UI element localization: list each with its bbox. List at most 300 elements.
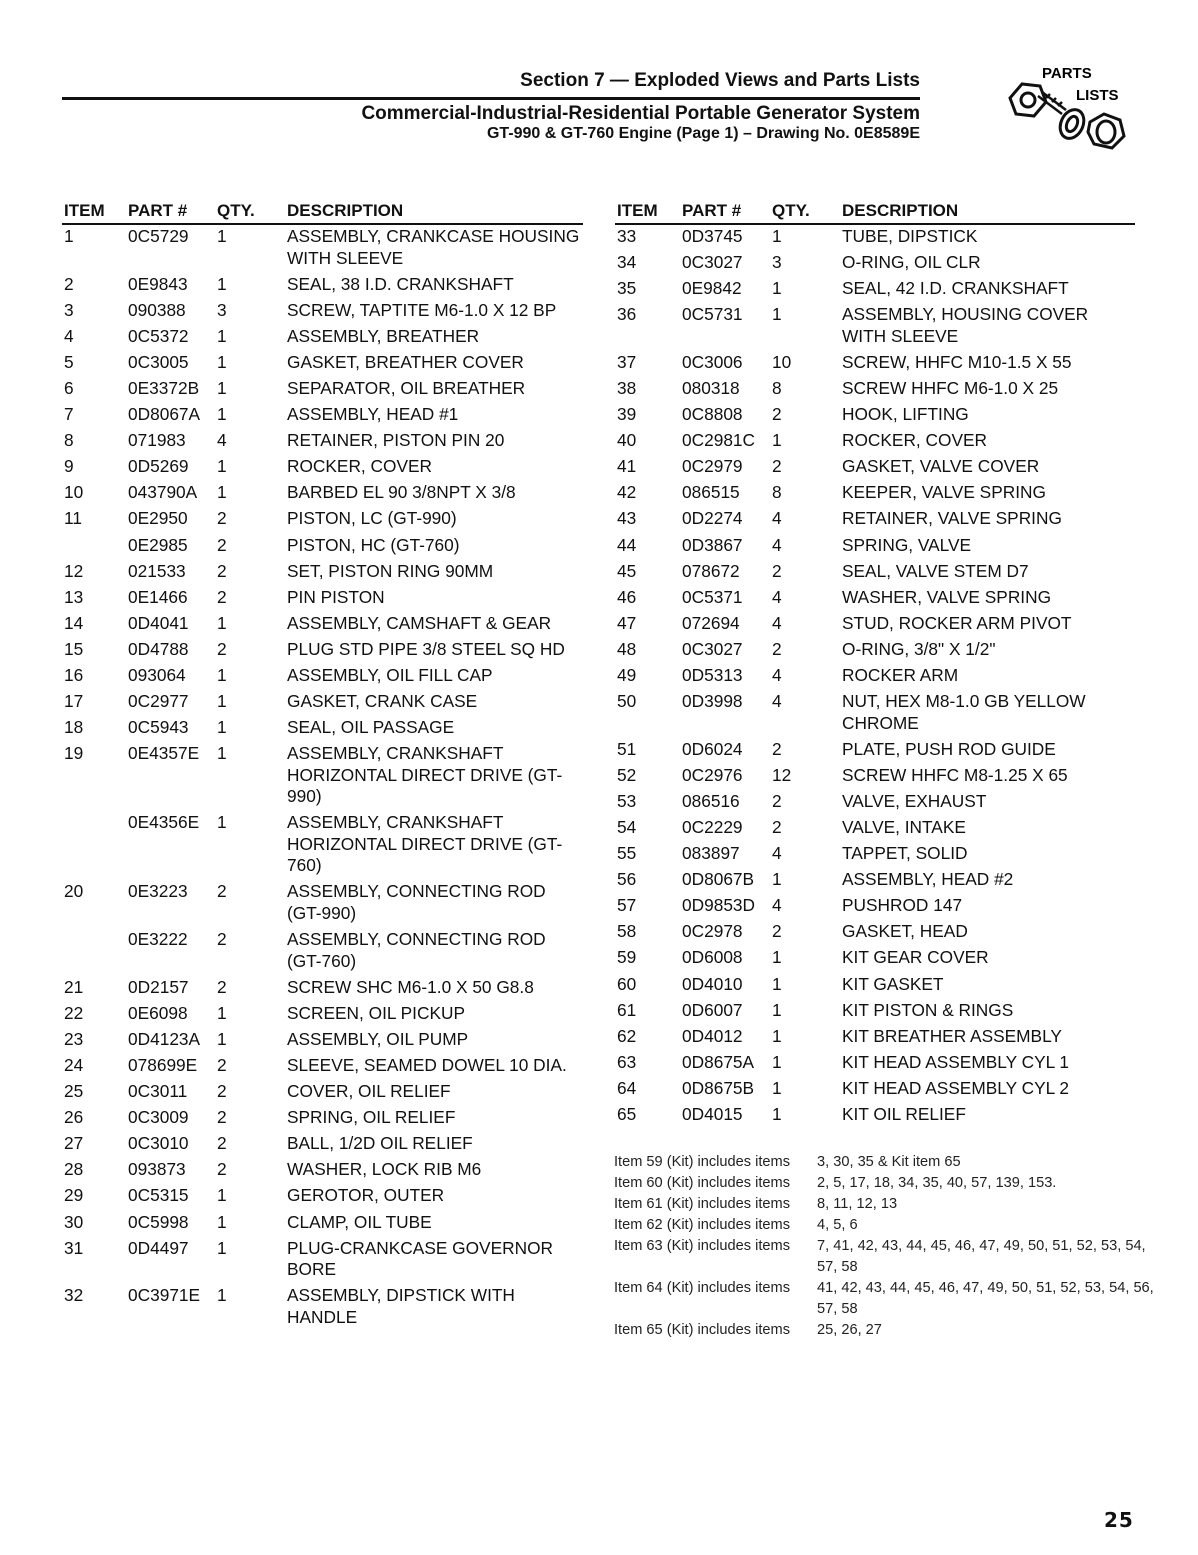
cell-description: KIT PISTON & RINGS [842,999,1014,1020]
table-row [62,1080,583,1106]
cell-qty: 2 [217,929,227,950]
parts-lists-logo [1000,62,1140,162]
cell-part-number: 0D4041 [128,612,189,633]
cell-item: 20 [64,881,84,902]
cell-item: 21 [64,976,84,997]
cell-description: PUSHROD 147 [842,895,963,916]
cell-part-number: 0C3011 [128,1081,188,1102]
table-row [62,1284,583,1332]
cell-qty: 4 [772,665,782,685]
cell-item: 25 [64,1081,84,1102]
kit-note-items: 3, 30, 35 & Kit item 65 [817,1154,961,1170]
cell-description: RETAINER, VALVE SPRING [842,508,1062,529]
cell-item: 28 [64,1159,84,1180]
cell-qty: 2 [217,586,227,607]
cell-part-number: 086515 [682,482,740,503]
kit-note-label: Item 59 (Kit) includes items [614,1154,790,1170]
cell-qty: 4 [772,586,782,607]
cell-item: 62 [617,1025,637,1046]
table-row [615,377,1135,403]
table-row [62,534,583,560]
nut-icon [1088,114,1124,148]
table-row [62,403,583,429]
cell-description: SPRING, OIL RELIEF [287,1107,456,1128]
cell-part-number: 0C5371 [682,586,743,607]
cell-item: 59 [617,947,637,968]
cell-description: GASKET, HEAD [842,921,968,942]
table-row [62,377,583,403]
cell-description: GEROTOR, OUTER [287,1185,445,1206]
cell-description: ASSEMBLY, CONNECTING ROD (GT-990) [287,881,546,923]
cell-item [62,928,128,976]
cell-qty: 4 [772,534,782,555]
cell-qty: 1 [217,612,227,633]
kit-note-items: 2, 5, 17, 18, 34, 35, 40, 57, 139, 153. [817,1175,1057,1191]
cell-part-number: 0C5372 [128,325,189,346]
cell-part-number: 0C3009 [128,1107,189,1128]
cell-description: GASKET, VALVE COVER [842,456,1040,477]
cell-qty: 1 [772,1025,782,1046]
cell-item: 6 [64,377,74,398]
table-row [615,999,1135,1025]
table-row [615,560,1135,586]
cell-part-number: 0C3027 [682,638,743,659]
table-row [615,403,1135,429]
cell-qty: 2 [217,1107,227,1128]
kit-note [614,1278,1154,1320]
cell-item: 33 [617,226,637,246]
cell-description: SEAL, 38 I.D. CRANKSHAFT [287,273,514,294]
cell-part-number: 080318 [682,377,740,398]
cell-part-number: 0D6007 [682,999,743,1020]
cell-item: 61 [617,999,637,1020]
cell-part-number: 0E9842 [682,278,742,299]
cell-description: ASSEMBLY, BREATHER [287,325,480,346]
table-row [615,920,1135,946]
table-row [615,1025,1135,1051]
table-row [615,790,1135,816]
cell-qty: 1 [217,1028,227,1049]
cell-qty: 1 [217,456,227,477]
column-header-description: DESCRIPTION [287,201,583,224]
cell-description: PLUG STD PIPE 3/8 STEEL SQ HD [287,638,565,659]
table-row [62,299,583,325]
cell-item: 46 [617,586,637,607]
cell-description: TAPPET, SOLID [842,843,968,864]
cell-part-number: 0E4357E [128,743,200,764]
cell-part-number: 0E4356E [128,812,200,833]
cell-description: VALVE, EXHAUST [842,790,987,811]
cell-part-number: 0C2979 [682,456,743,477]
cell-qty: 4 [772,612,782,633]
cell-description: ROCKER, COVER [287,456,432,477]
cell-item: 43 [617,508,637,529]
table-row [62,455,583,481]
table-row [62,928,583,976]
table-row [62,1158,583,1184]
cell-description: STUD, ROCKER ARM PIVOT [842,612,1072,633]
cell-part-number: 0D3998 [682,691,743,712]
table-row [615,868,1135,894]
cell-description: KIT HEAD ASSEMBLY CYL 2 [842,1077,1069,1098]
table-row [62,811,583,880]
cell-part-number: 0C3027 [682,252,743,273]
cell-part-number: 0E6098 [128,1002,188,1023]
cell-item: 27 [64,1133,84,1154]
cell-description: PLUG-CRANKCASE GOVERNOR BORE [287,1237,553,1280]
cell-part-number: 0C5943 [128,717,189,738]
cell-part-number: 0D2157 [128,976,189,997]
kit-note-items: 41, 42, 43, 44, 45, 46, 47, 49, 50, 51, 52, 53, 54, 56, 57, 58 [817,1280,1154,1317]
cell-description: PLATE, PUSH ROD GUIDE [842,738,1056,759]
cell-description: ASSEMBLY, DIPSTICK WITH HANDLE [287,1285,515,1327]
cell-qty: 1 [772,1051,782,1072]
cell-description: GASKET, BREATHER COVER [287,351,524,372]
cell-item: 14 [64,612,84,633]
cell-description: ASSEMBLY, HOUSING COVER WITH SLEEVE [842,304,1089,346]
cell-item: 47 [617,612,637,633]
page-number: 25 [1104,1508,1134,1532]
cell-item: 54 [617,816,637,837]
cell-item: 7 [64,404,74,425]
cell-item: 41 [617,456,637,477]
cell-part-number: 0C5729 [128,226,189,246]
cell-item: 63 [617,1051,637,1072]
column-header-part: PART # [128,201,217,224]
cell-item: 4 [64,325,74,346]
table-row [615,1077,1135,1103]
cell-item [62,811,128,880]
cell-item: 51 [617,738,637,759]
cell-item: 65 [617,1104,637,1124]
cell-description: COVER, OIL RELIEF [287,1081,451,1102]
cell-item: 40 [617,430,637,451]
cell-qty: 10 [772,351,792,372]
cell-qty: 1 [217,273,227,294]
cell-description: RETAINER, PISTON PIN 20 [287,430,505,451]
cell-description: GASKET, CRANK CASE [287,691,478,712]
cell-part-number: 083897 [682,843,740,864]
cell-part-number: 0D3867 [682,534,743,555]
cell-part-number: 0C3971E [128,1285,201,1306]
cell-description: ASSEMBLY, HEAD #2 [842,869,1014,890]
cell-qty: 2 [772,790,782,811]
cell-part-number: 0C8808 [682,404,743,425]
cell-item: 58 [617,921,637,942]
cell-description: SEAL, OIL PASSAGE [287,717,455,738]
cell-description: SEPARATOR, OIL BREATHER [287,377,526,398]
cell-item: 44 [617,534,637,555]
cell-qty: 2 [217,1133,227,1154]
kit-note [614,1152,1154,1173]
table-row [615,946,1135,972]
column-header-part: PART # [682,201,772,224]
kit-note-label: Item 63 (Kit) includes items [614,1238,790,1254]
cell-qty: 1 [217,226,227,246]
table-row [615,1051,1135,1077]
cell-item: 8 [64,430,74,451]
cell-description: ROCKER ARM [842,665,959,685]
cell-qty: 2 [217,976,227,997]
table-row [62,273,583,299]
cell-part-number: 0E3223 [128,881,188,902]
cell-part-number: 0C3006 [682,351,743,372]
cell-item: 49 [617,665,637,685]
table-row [615,429,1135,455]
table-row [615,224,1135,251]
cell-qty: 1 [217,717,227,738]
cell-qty: 4 [772,895,782,916]
cell-qty: 1 [772,947,782,968]
cell-item: 34 [617,252,637,273]
table-row [615,690,1135,738]
logo-text-lists: LISTS [1076,87,1119,104]
cell-description: PISTON, HC (GT-760) [287,534,460,555]
table-row [615,664,1135,690]
table-row [62,1054,583,1080]
cell-qty: 1 [217,691,227,712]
cell-qty: 1 [772,999,782,1020]
cell-qty: 2 [217,534,227,555]
cell-item: 35 [617,278,637,299]
cell-description: VALVE, INTAKE [842,816,966,837]
cell-item: 19 [64,743,84,764]
cell-description: WASHER, VALVE SPRING [842,586,1052,607]
cell-item: 52 [617,764,637,785]
cell-item: 5 [64,351,74,372]
cell-item: 2 [64,273,74,294]
cell-qty: 1 [217,665,227,685]
table-row [615,816,1135,842]
parts-table-right [615,201,1135,1129]
cell-description: WASHER, LOCK RIB M6 [287,1159,482,1180]
cell-part-number: 0C2229 [682,816,743,837]
cell-description: ASSEMBLY, HEAD #1 [287,404,459,425]
table-row [615,277,1135,303]
cell-description: SCREW SHC M6-1.0 X 50 G8.8 [287,976,534,997]
cell-item: 36 [617,304,637,325]
cell-description: SPRING, VALVE [842,534,972,555]
table-row [615,303,1135,351]
cell-qty: 3 [217,299,227,320]
cell-part-number: 0C2981C [682,430,756,451]
cell-part-number: 0E3372B [128,377,200,398]
cell-description: BALL, 1/2D OIL RELIEF [287,1133,473,1154]
kit-note-items: 25, 26, 27 [817,1322,882,1338]
cell-qty: 1 [217,1211,227,1232]
cell-qty: 1 [217,812,227,833]
cell-part-number: 072694 [682,612,740,633]
table-row [62,1237,583,1285]
cell-part-number: 0E1466 [128,586,188,607]
table-header [615,201,1135,224]
cell-part-number: 0D4123A [128,1028,201,1049]
table-row [62,481,583,507]
cell-item: 38 [617,377,637,398]
cell-qty: 1 [217,1285,227,1306]
kit-notes [614,1152,1154,1341]
table-row [615,507,1135,533]
cell-description: ASSEMBLY, CRANKSHAFT HORIZONTAL DIRECT DRIVE (GT-990) [287,743,563,807]
table-row [62,880,583,928]
column-header-description: DESCRIPTION [842,201,1135,224]
cell-description: PIN PISTON [287,586,385,607]
table-row [62,664,583,690]
cell-description: TUBE, DIPSTICK [842,226,978,246]
cell-qty: 1 [217,377,227,398]
cell-item: 39 [617,404,637,425]
cell-part-number: 078699E [128,1054,198,1075]
header-rule [62,97,920,100]
parts-table-left [62,201,583,1332]
cell-qty: 2 [772,404,782,425]
cell-qty: 1 [217,1185,227,1206]
cell-item: 26 [64,1107,84,1128]
cell-part-number: 0D8067B [682,869,755,890]
table-row [62,612,583,638]
document-subtitle: GT-990 & GT-760 Engine (Page 1) – Drawing No. 0E8589E [486,125,920,142]
table-row [615,586,1135,612]
cell-description: O-RING, OIL CLR [842,252,981,273]
kit-note [614,1173,1154,1194]
table-row [615,351,1135,377]
cell-qty: 1 [772,1104,782,1124]
cell-part-number: 043790A [128,482,198,503]
cell-part-number: 071983 [128,430,186,451]
cell-part-number: 0D4497 [128,1237,189,1258]
table-row [615,638,1135,664]
cell-qty: 2 [772,921,782,942]
cell-item: 32 [64,1285,84,1306]
table-row [62,507,583,533]
cell-description: ASSEMBLY, CRANKSHAFT HORIZONTAL DIRECT DRIVE (GT-760) [287,812,563,876]
cell-qty: 1 [772,278,782,299]
table-row [62,586,583,612]
table-row [615,894,1135,920]
cell-description: ASSEMBLY, OIL PUMP [287,1028,469,1049]
cell-item: 12 [64,560,84,581]
kit-note-label: Item 65 (Kit) includes items [614,1322,790,1338]
cell-part-number: 093873 [128,1159,186,1180]
parts-table-left-body [62,224,583,1332]
cell-qty: 1 [217,351,227,372]
cell-qty: 1 [772,973,782,994]
kit-note [614,1194,1154,1215]
table-row [62,1002,583,1028]
table-row [62,638,583,664]
cell-qty: 1 [217,743,227,764]
table-row [62,1028,583,1054]
cell-part-number: 0D6024 [682,738,743,759]
cell-qty: 1 [217,1002,227,1023]
cell-qty: 2 [217,1159,227,1180]
cell-description: SET, PISTON RING 90MM [287,560,494,581]
cell-part-number: 0C2977 [128,691,189,712]
cell-description: KIT GEAR COVER [842,947,989,968]
table-row [62,1106,583,1132]
cell-part-number: 0C5998 [128,1211,189,1232]
parts-table-right-body [615,224,1135,1129]
cell-part-number: 0D5269 [128,456,189,477]
column-header-qty: QTY. [217,201,287,224]
kit-note-label: Item 62 (Kit) includes items [614,1217,790,1233]
table-row [62,1184,583,1210]
cell-description: CLAMP, OIL TUBE [287,1211,432,1232]
cell-part-number: 0D3745 [682,226,743,246]
cell-qty: 2 [217,560,227,581]
cell-qty: 2 [772,456,782,477]
cell-item: 53 [617,790,637,811]
kit-note-label: Item 60 (Kit) includes items [614,1175,790,1191]
cell-qty: 2 [772,560,782,581]
cell-item: 29 [64,1185,84,1206]
cell-qty: 1 [772,226,782,246]
table-row [62,351,583,377]
cell-part-number: 0D8675A [682,1051,755,1072]
table-row [615,481,1135,507]
table-row [615,1103,1135,1129]
cell-part-number: 0D6008 [682,947,743,968]
cell-part-number: 090388 [128,299,186,320]
cell-qty: 4 [772,508,782,529]
cell-part-number: 0D4788 [128,638,189,659]
table-row [615,455,1135,481]
cell-description: ROCKER, COVER [842,430,987,451]
cell-part-number: 0D8067A [128,404,201,425]
cell-item: 56 [617,869,637,890]
table-row [62,716,583,742]
cell-qty: 1 [217,325,227,346]
cell-qty: 2 [217,1054,227,1075]
column-header-item: ITEM [615,201,682,224]
cell-qty: 4 [217,430,227,451]
cell-item: 18 [64,717,84,738]
cell-qty: 2 [772,738,782,759]
cell-description: SCREW HHFC M6-1.0 X 25 [842,377,1059,398]
cell-item: 13 [64,586,84,607]
cell-qty: 2 [217,881,227,902]
cell-part-number: 0E9843 [128,273,188,294]
cell-part-number: 0C3005 [128,351,189,372]
column-header-qty: QTY. [772,201,842,224]
cell-item: 17 [64,691,84,712]
cell-description: KIT OIL RELIEF [842,1104,966,1124]
cell-part-number: 0C2978 [682,921,743,942]
cell-item: 60 [617,973,637,994]
cell-part-number: 021533 [128,560,186,581]
table-row [62,560,583,586]
cell-item [62,534,128,560]
cell-description: ASSEMBLY, CRANKCASE HOUSING WITH SLEEVE [287,226,580,268]
kit-note-label: Item 64 (Kit) includes items [614,1280,790,1296]
kit-note-items: 7, 41, 42, 43, 44, 45, 46, 47, 49, 50, 51, 52, 53, 54, 57, 58 [817,1238,1146,1275]
cell-part-number: 0C2976 [682,764,743,785]
cell-part-number: 0C3010 [128,1133,189,1154]
cell-item: 55 [617,843,637,864]
cell-part-number: 0C5315 [128,1185,189,1206]
table-header [62,201,583,224]
cell-item: 24 [64,1054,84,1075]
cell-description: SCREW, TAPTITE M6-1.0 X 12 BP [287,299,557,320]
cell-description: NUT, HEX M8-1.0 GB YELLOW CHROME [842,691,1086,733]
cell-item: 3 [64,299,74,320]
cell-qty: 2 [772,638,782,659]
table-row [615,251,1135,277]
table-row [615,738,1135,764]
cell-qty: 1 [217,1237,227,1258]
kit-note-label: Item 61 (Kit) includes items [614,1196,790,1212]
cell-qty: 2 [217,638,227,659]
